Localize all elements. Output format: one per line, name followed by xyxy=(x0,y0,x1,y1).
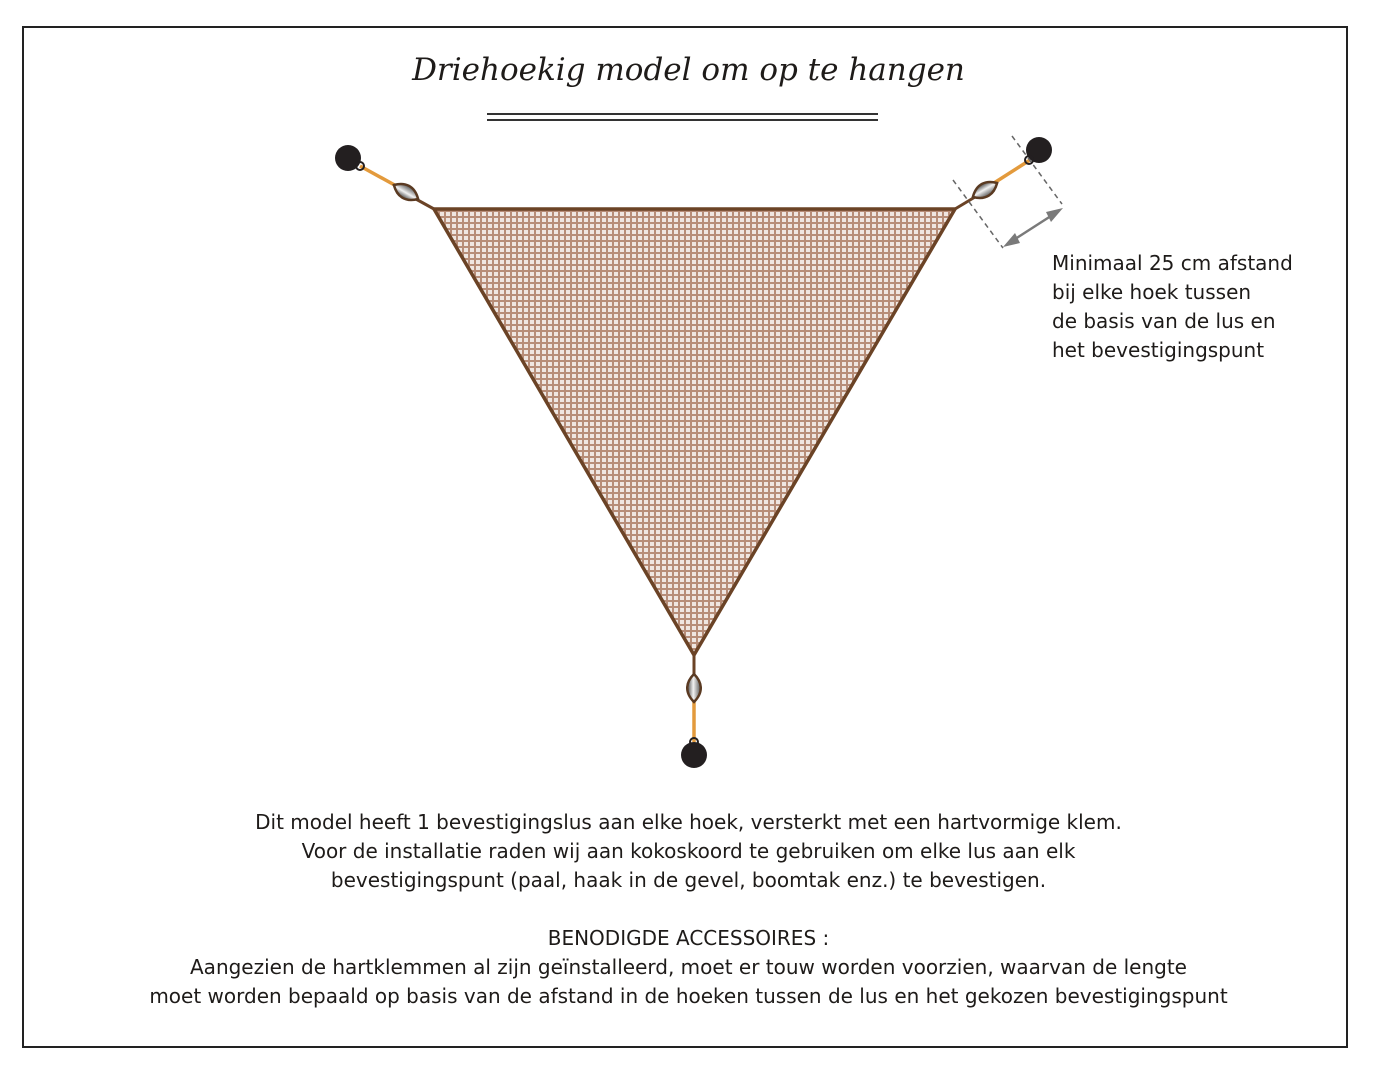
distance-arrow xyxy=(1003,208,1063,247)
distance-note xyxy=(1052,249,1293,365)
diagram-title: Driehoekig model om op te hangen xyxy=(412,52,965,88)
distance-note-line: de basis van de lus en xyxy=(1052,309,1276,333)
distance-note-line: Minimaal 25 cm afstand xyxy=(1052,251,1293,275)
accessories-heading: BENODIGDE ACCESSOIRES : xyxy=(547,926,830,950)
spacer xyxy=(0,895,1377,924)
accessories-line: Aangezien de hartklemmen al zijn geïnstalleerd, moet er touw worden voorzien, waarvan de lengte xyxy=(190,955,1187,979)
shade-sail-triangle xyxy=(434,209,955,655)
clamp-bottom xyxy=(687,674,701,702)
description-block xyxy=(0,808,1377,1011)
rope-top-right xyxy=(994,160,1030,183)
description-line: bevestigingspunt (paal, haak in de gevel, boomtak enz.) te bevestigen. xyxy=(330,868,1047,892)
anchor-bottom xyxy=(681,738,707,768)
description-line: Dit model heeft 1 bevestigingslus aan elke hoek, versterkt met een hartvormige klem. xyxy=(255,810,1122,834)
description-line: Voor de installatie raden wij aan kokoskoord te gebruiken om elke lus aan elk xyxy=(301,839,1076,863)
distance-note-line: bij elke hoek tussen xyxy=(1052,280,1252,304)
accessories-line: moet worden bepaald op basis van de afstand in de hoeken tussen de lus en het gekozen bevestigingspunt xyxy=(149,984,1228,1008)
distance-note-line: het bevestigingspunt xyxy=(1052,338,1265,362)
